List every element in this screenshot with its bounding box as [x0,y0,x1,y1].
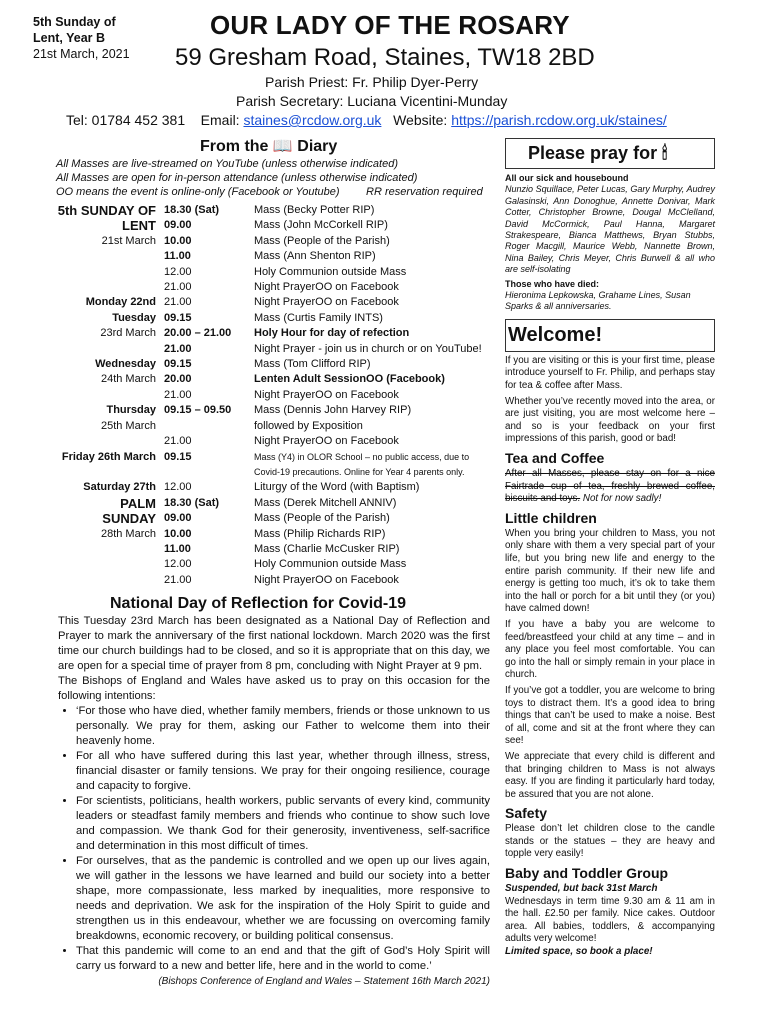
safety-text: Please don’t let children close to the candle stands or the statues – they are heavy and topple very easily! [505,823,715,860]
diary-row [48,557,498,572]
diary-row [48,419,498,434]
diary-row [48,573,498,588]
diary-day: PALM [120,495,156,511]
died-names: Hieronima Lepkowska, Grahame Lines, Susan Sparks & all anniversaries. [505,290,691,312]
diary-time: 11.00 [164,250,191,263]
diary-time: 09.00 [164,512,192,525]
children-para-3: If you’ve got a toddler, you are welcome to bring toys to distract them. It’s a good idea to bring things that can’t be used to make a noise. Best of all, come and sit at the front where they can see! [505,684,715,747]
diary-row [48,450,498,465]
diary-time: 21.00 [164,388,192,401]
diary-notes [56,157,496,199]
died-heading: Those who have died: [505,278,600,289]
website-link[interactable]: https://parish.rcdow.org.uk/staines/ [451,112,667,128]
diary-time: 18.30 (Sat) [164,496,220,509]
diary-time: 21.00 [164,296,192,309]
diary-row [48,511,498,526]
diary-day [48,388,164,403]
diary-time: 09.15 [164,311,192,324]
contact-line [66,111,667,129]
diary-time: 21.00 [164,342,192,355]
baby-group-text [505,883,715,959]
note-in-person: All Masses are open for in-person attendance (unless otherwise indicated) [56,172,418,184]
diary-day: Friday 26th March [61,450,156,463]
children-heading: Little children [505,509,597,526]
diary-event: Mass (Y4) in OLOR School – no public access, due to [254,451,470,462]
diary-event: Holy Communion outside Mass [254,558,407,571]
diary-day [48,465,164,480]
note-online-only: OO means the event is online-only (Facebook or Youtube) [56,186,340,198]
diary-day: LENT [122,218,156,234]
email-label: Email: [200,112,240,128]
diary-day: 25th March [100,419,156,432]
parish-address: 59 Gresham Road, Staines, TW18 2BD [175,44,595,71]
diary-time: 10.00 [164,527,192,540]
telephone: Tel: 01784 452 381 [66,112,186,128]
diary-row [48,326,498,341]
diary-event: Lenten Adult SessionOO (Facebook) [254,373,445,386]
diary-event: Night Prayer - join us in church or on YouTube! [254,342,482,355]
baby-group-details: Wednesdays in term time 9.30 am & 11 am in the hall. £2.50 per family. Nice cakes. Outdoor area. All babies, toddlers, & accompanying adults very welcome! [505,895,715,945]
reflection-para-1: This Tuesday 23rd March has been designated as a National Day of Reflection and Prayer to mark the anniversary of the first national lockdown. March 2020 was the first time our church buildings had to be closed, and so it is appropriate that on this day, we are open for a special time of prayer from 8 pm, concluding with Night Prayer at 9 pm. [58,615,490,672]
diary-day: Tuesday [112,311,156,324]
diary-event: Holy Hour for day of refection [254,327,410,340]
diary-day: Monday 22nd [85,296,156,309]
pray-for-heading: Please pray for 🕯 [505,138,715,169]
sick-names: Nunzio Squillace, Peter Lucas, Gary Murphy, Audrey Galasinski, Ann Donoghue, Annette Donivar, Mark Cotter, Christopher Browne, Dougal McClelland, David McCormick, Paul Hanna, Margaret Strakespeare, Bianca Matthews, Bryan Stubbs, Roger Macgill, Maurice Webb, Nannette Brown, Nina Bailey, Chris Meyer, Chris Burwell & all who are self-isolating [505,184,715,275]
note-reservation: RR reservation required [366,186,483,198]
diary-day [48,557,164,572]
diary-day: 5th SUNDAY OF [57,203,156,218]
diary-row [48,342,498,357]
diary-event: Night PrayerOO on Facebook [254,435,399,448]
diary-time: 21.00 [164,573,192,586]
children-para-1: When you bring your children to Mass, you not only share with them a very special part of your life, but you bring new life and energy to the entire parish community. If their new life and energy is getting too much, it’s ok to take them into the hall or porch for a bit until they (or you) have calmed down! [505,527,715,615]
intention-item: • For ourselves, that as the pandemic is controlled and we open up our lives again, we will gather in the lessons we have learned and build our society into a better shape, more compassionate, less marked by inequalities, more responsive to needs and deprivation. We ask for the inspiration of the Holy Spirit to guide and strengthen us in this endeavour, whether we are focussing on overcoming family breakdowns, economic recovery, or building political consensus. [76,854,490,944]
sick-heading: All our sick and housebound [505,173,629,183]
diary-event: Mass (Dennis John Harvey RIP) [254,404,412,417]
diary-day: 24th March [100,373,156,386]
diary-time: 12.00 [164,265,192,278]
children-text [505,528,715,801]
intention-item: • For all who have suffered during this last year, whether through illness, stress, financial disaster or family tensions. We pray for their ongoing resilience, courage and capacity to forgive. [76,749,490,794]
corner-line-2: Lent, Year B [33,31,106,45]
diary-event: Liturgy of the Word (with Baptism) [254,481,420,494]
diary-event: Holy Communion outside Mass [254,265,407,278]
corner-line-1: 5th Sunday of [33,15,116,29]
diary-day: 21st March [101,234,156,247]
diary-day [48,542,164,557]
diary-title: From the 📖 Diary [200,138,338,155]
intention-item: • For scientists, politicians, health workers, public servants of every kind, community leaders or steadfast family members and friends who continue to show such love and compassion. We thank God for their generosity, inventiveness, self-sacrifice and determination in this most difficult of times. [76,794,490,854]
diary-time: 09.15 [164,358,192,371]
diary-row [48,311,498,326]
diary-row [48,403,498,418]
diary-row [48,234,498,249]
diary-time: 12.00 [164,481,192,494]
diary-time: 09.15 – 09.50 [164,404,232,417]
diary-day: 23rd March [100,327,156,340]
reflection-title: National Day of Reflection for Covid-19 [110,595,407,612]
welcome-heading: Welcome! [505,319,715,352]
sidebar [505,138,715,959]
diary-event: Mass (Curtis Family INTS) [254,311,383,324]
diary-row [48,527,498,542]
tea-suspended-text: After all Masses, please stay on for a nice Fairtrade cup of tea, freshly brewed coffee, biscuits and toys. [505,468,715,505]
diary-time: 11.00 [164,542,191,555]
diary-day [48,280,164,295]
diary-row [48,218,498,233]
intention-item: • ‘For those who have died, whether family members, friends or those unknown to us personally. We pray for them, asking our Father to welcome them into their heavenly home. [76,704,490,749]
website-label: Website: [393,112,448,128]
reflection-body [58,614,490,989]
diary-time [164,465,254,480]
diary-event: Night PrayerOO on Facebook [254,281,399,294]
reflection-citation: (Bishops Conference of England and Wales – Statement 16th March 2021) [158,976,490,987]
diary-row [48,388,498,403]
diary-event: Mass (Philip Richards RIP) [254,527,386,540]
diary-time: 18.30 (Sat) [164,204,220,216]
diary-event: Mass (Charlie McCusker RIP) [254,542,400,555]
baby-group-note: Limited space, so book a place! [505,946,653,958]
diary-row [48,295,498,310]
diary-row [48,203,498,218]
diary-day: Saturday 27th [83,481,156,494]
diary-time: 20.00 [164,373,192,386]
diary-day: Wednesday [95,358,156,371]
diary-event: Mass (People of the Parish) [254,512,390,525]
parish-priest: Parish Priest: Fr. Philip Dyer-Perry [265,74,479,90]
diary-day [48,342,164,357]
welcome-text [505,355,715,446]
diary-event: Night PrayerOO on Facebook [254,573,399,586]
diary-time: 12.00 [164,558,192,571]
diary-time: 10.00 [164,234,192,247]
diary-event: Mass (Derek Mitchell ANNIV) [254,496,397,509]
diary-day [48,265,164,280]
reflection-para-2: The Bishops of England and Wales have asked us to pray on this occasion for the following intentions: [58,675,490,702]
diary-event: Mass (Becky Potter RIP) [254,204,375,216]
diary-event: Mass (People of the Parish) [254,234,390,247]
diary-event: followed by Exposition [254,419,363,432]
tea-heading: Tea and Coffee [505,450,605,467]
diary-row [48,357,498,372]
diary-event: Night PrayerOO on Facebook [254,388,399,401]
diary-day [48,434,164,449]
liturgical-date [33,14,173,62]
intentions-list [58,704,490,974]
diary-time: 09.15 [164,450,192,463]
prayer-list [505,173,715,313]
diary-day [48,249,164,264]
tea-note: Not for now sadly! [582,493,662,505]
note-livestream: All Masses are live-streamed on YouTube (unless otherwise indicated) [56,158,398,170]
diary-table [48,203,498,588]
intention-item: • That this pandemic will come to an end and that the gift of God’s Holy Spirit will carry us forward to a new and better life, here and in the world to come.’ [76,944,490,974]
diary-time: 21.00 [164,435,192,448]
diary-event: Covid-19 precautions. Online for Year 4 parents only. [254,466,465,477]
diary-row [48,496,498,511]
diary-time [164,419,254,434]
diary-event: Mass (Tom Clifford RIP) [254,358,371,371]
diary-row [48,465,498,480]
tea-text [505,468,715,506]
baby-group-heading: Baby and Toddler Group [505,865,669,882]
safety-heading: Safety [505,805,548,822]
diary-time: 20.00 – 21.00 [164,327,232,340]
children-para-2: If you have a baby you are welcome to feed/breastfeed your child at any time – and in any place you feel most comfortable. You can go into the hall or simply remain in your place in church. [505,618,715,681]
diary-time: 09.00 [164,219,192,232]
baby-group-suspended: Suspended, but back 31st March [505,883,658,895]
children-para-4: We appreciate that every child is different and that bringing children to Mass is not always easy. If you are finding it particularly hard today, be assured that you are not alone. [505,750,715,800]
welcome-para-1: If you are visiting or this is your first time, please introduce yourself to Fr. Philip, and perhaps stay for tea & coffee after Mass. [505,354,715,392]
diary-row [48,280,498,295]
diary-day: SUNDAY [102,511,156,527]
diary-time: 21.00 [164,281,192,294]
welcome-para-2: Whether you’ve recently moved into the area, or are just visiting, you are most welcome here – and so is your feedback on your first impressions of this parish, good or bad! [505,395,715,445]
diary-row [48,265,498,280]
diary-event: Mass (Ann Shenton RIP) [254,250,376,263]
parish-secretary: Parish Secretary: Luciana Vicentini-Munday [236,93,508,109]
diary-row [48,434,498,449]
diary-day: Thursday [106,404,156,417]
diary-row [48,542,498,557]
diary-day: 28th March [100,527,156,540]
diary-event: Mass (John McCorkell RIP) [254,219,388,232]
corner-line-3: 21st March, 2021 [33,47,130,61]
diary-event: Night PrayerOO on Facebook [254,296,399,309]
parish-title: OUR LADY OF THE ROSARY [210,10,570,40]
email-link[interactable]: staines@rcdow.org.uk [243,112,382,128]
diary-row [48,249,498,264]
diary-row [48,480,498,495]
diary-day [48,573,164,588]
diary-row [48,372,498,387]
